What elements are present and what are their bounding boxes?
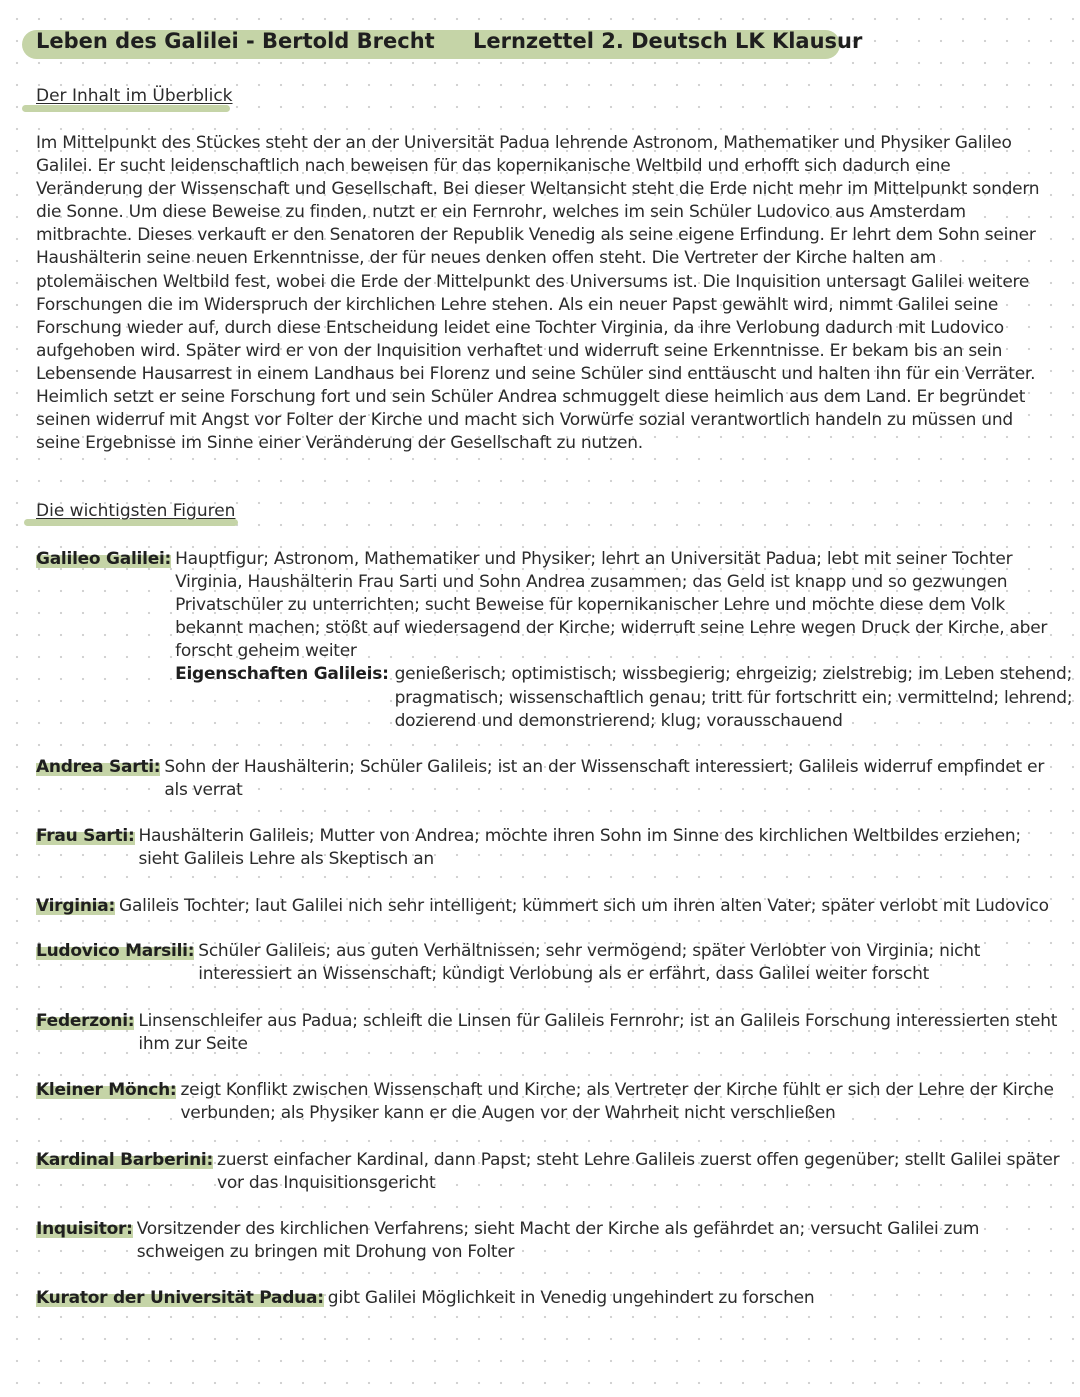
- section-title-figures: Die wichtigsten Figuren: [36, 501, 236, 521]
- figure-line: Privatschüler zu unterrichten; sucht Beweise für kopernikanischer Lehre und möchte diese dem Volk: [175, 595, 1006, 616]
- figure-line: Galileis Tochter; laut Galilei nich sehr intelligent; kümmert sich um ihren alten Vater; später verlobt mit Ludovico: [119, 896, 1049, 916]
- figure-name: Federzoni:: [36, 1010, 134, 1033]
- figure-description: [180, 1079, 1053, 1125]
- figure-line: Virginia, Haushälterin Frau Sarti und Sohn Andrea zusammen; das Geld ist knapp und so gezwungen: [175, 572, 1008, 593]
- section-title-overview: Der Inhalt im Überblick: [36, 86, 233, 106]
- figure-kurator: [36, 1287, 1036, 1310]
- figure-description: [137, 1218, 1036, 1264]
- figure-frau-sarti: [36, 825, 1036, 871]
- figure-galileo: [36, 548, 1073, 733]
- figure-description: [175, 548, 1072, 733]
- figure-description: [198, 940, 1036, 986]
- figure-ludovico: [36, 940, 1036, 986]
- figure-line: sieht Galileis Lehre als Skeptisch an: [138, 849, 434, 870]
- overview-line: mitbrachte. Dieses verkauft er den Senatoren der Republik Venedig als seine eigene Erfindung. Er lehrt dem Sohn seiner: [36, 225, 1036, 246]
- figure-virginia: [36, 895, 1049, 918]
- overview-line: aufgehoben wird. Später wird er von der Inquisition verhaftet und widerruft seine Erkenntnisse. Er bekam bis an sein: [36, 340, 1003, 361]
- figure-line: bekannt machen; stößt auf wiedersagend der Kirche; widerruft seine Lehre wegen Druck der Kirche, aber: [175, 618, 1048, 639]
- overview-line: Veränderung der Wissenschaft und Gesellschaft. Bei dieser Weltansicht steht die Erde nicht mehr im Mittelpunkt sondern: [36, 179, 1040, 200]
- figure-line: als verrat: [164, 780, 243, 801]
- traits-line: pragmatisch; wissenschaftlich genau; tritt für fortschritt ein; vermittelnd; lehrend;: [394, 687, 1073, 708]
- figure-line: Sohn der Haushälterin; Schüler Galileis; ist an der Wissenschaft interessiert; Galileis widerruf empfindet er: [164, 757, 1045, 777]
- figure-name: Kurator der Universität Padua:: [36, 1287, 324, 1310]
- traits-list: [395, 663, 1073, 732]
- overview-line: Heimlich setzt er seine Forschung fort und sein Schüler Andrea schmuggelt diese heimlich aus dem Land. Er begründet: [36, 387, 1026, 408]
- figure-description: [217, 1149, 1059, 1195]
- figure-kardinal-barberini: [36, 1149, 1060, 1195]
- figure-federzoni: [36, 1010, 1058, 1056]
- figure-line: gibt Galilei Möglichkeit in Venedig ungehindert zu forschen: [327, 1288, 815, 1308]
- figure-line: verbunden; als Physiker kann er die Augen vor der Wahrheit nicht verschließen: [180, 1103, 836, 1124]
- overview-line: Haushälterin seine neuen Erkenntnisse, der für neues denken offen steht. Die Vertreter der Kirche halten am: [36, 248, 937, 269]
- figure-line: Vorsitzender des kirchlichen Verfahrens; sieht Macht der Kirche als gefährdet an; versucht Galilei zum: [136, 1219, 980, 1239]
- figure-name: Kleiner Mönch:: [36, 1079, 176, 1102]
- figure-name: Andrea Sarti:: [36, 756, 160, 779]
- traits-label: Eigenschaften Galileis:: [175, 664, 389, 685]
- section-highlight-overview: [22, 105, 230, 112]
- figure-line: forscht geheim weiter: [175, 641, 357, 662]
- traits-line: genießerisch; optimistisch; wissbegierig; ehrgeizig; zielstrebig; im Leben stehend;: [394, 664, 1073, 685]
- overview-line: Im Mittelpunkt des Stückes steht der an der Universität Padua lehrende Astronom, Mathematiker und Physiker Galileo: [36, 133, 1012, 153]
- figure-line: zeigt Konflikt zwischen Wissenschaft und Kirche; als Vertreter der Kirche fühlt er sich der Lehre der Kirche: [180, 1080, 1054, 1100]
- figure-andrea: [36, 756, 1045, 802]
- figure-line: ihm zur Seite: [138, 1034, 248, 1055]
- overview-line: ptolemäischen Weltbild fest, wobei die Erde der Mittelpunkt des Universums ist. Die Inquisition untersagt Galilei weitere: [36, 271, 1030, 292]
- figure-description: [119, 895, 1049, 918]
- figure-description: [164, 756, 1044, 802]
- overview-line: Forschungen die im Widerspruch der kirchlichen Lehre stehen. Als ein neuer Papst gewählt wird, nimmt Galilei seine: [36, 294, 999, 315]
- figure-description: [328, 1287, 1036, 1310]
- figure-line: zuerst einfacher Kardinal, dann Papst; steht Lehre Galileis zuerst offen gegenüber; stellt Galilei später: [217, 1150, 1060, 1170]
- figure-line: schweigen zu bringen mit Drohung von Folter: [136, 1242, 515, 1263]
- overview-paragraph: [36, 132, 1040, 455]
- figure-name: Kardinal Barberini:: [36, 1149, 213, 1172]
- figure-line: Hauptfigur; Astronom, Mathematiker und Physiker; lehrt an Universität Padua; lebt mit seiner Tochter: [175, 549, 1013, 569]
- overview-line: Forschung wieder auf, durch diese Entscheidung leidet eine Tochter Virginia, da ihre Verlobung dadurch mit Ludovico: [36, 317, 1004, 338]
- document-title: Leben des Galilei - Bertold Brecht: [36, 29, 435, 53]
- overview-line: Lebensende Hausarrest in einem Landhaus bei Florenz und seine Schüler sind enttäuscht und halten ihn für ein Verräter.: [36, 363, 1036, 384]
- figure-name: Inquisitor:: [36, 1218, 133, 1241]
- overview-line: seine Ergebnisse im Sinne einer Veränderung der Gesellschaft zu nutzen.: [36, 433, 643, 454]
- figure-line: vor das Inquisitionsgericht: [217, 1173, 436, 1194]
- overview-line: seinen widerruf mit Angst vor Folter der Kirche und macht sich Vorwürfe sozial verantwortlich handeln zu müssen und: [36, 410, 1013, 431]
- figure-name: Galileo Galilei:: [36, 548, 171, 571]
- figure-description: [139, 825, 1036, 871]
- document-subtitle: Lernzettel 2. Deutsch LK Klausur: [473, 29, 863, 53]
- figure-line: Linsenschleifer aus Padua; schleift die Linsen für Galileis Fernrohr; ist an Galileis Forschung interessierten steht: [138, 1011, 1058, 1031]
- figure-line: Schüler Galileis; aus guten Verhältnissen; sehr vermögend; später Verlobter von Virginia; nicht: [198, 941, 981, 961]
- figure-name: Ludovico Marsili:: [36, 940, 194, 963]
- traits-line: dozierend und demonstrierend; klug; vorausschauend: [394, 710, 843, 731]
- galileo-traits: [175, 663, 1072, 732]
- figure-kleiner-moench: [36, 1079, 1054, 1125]
- overview-line: Galilei. Er sucht leidenschaftlich nach beweisen für das kopernikanische Weltbild und erhofft sich dadurch eine: [36, 156, 951, 177]
- figure-name: Frau Sarti:: [36, 825, 135, 848]
- figure-description: [138, 1010, 1057, 1056]
- figure-inquisitor: [36, 1218, 1036, 1264]
- figure-line: interessiert an Wissenschaft; kündigt Verlobung als er erfährt, dass Galilei weiter forscht: [198, 964, 930, 985]
- overview-line: die Sonne. Um diese Beweise zu finden, nutzt er ein Fernrohr, welches im sein Schüler Ludovico aus Amsterdam: [36, 202, 966, 223]
- figure-name: Virginia:: [36, 895, 115, 918]
- figure-line: Haushälterin Galileis; Mutter von Andrea; möchte ihren Sohn im Sinne des kirchlichen Weltbildes erziehen;: [138, 826, 1021, 846]
